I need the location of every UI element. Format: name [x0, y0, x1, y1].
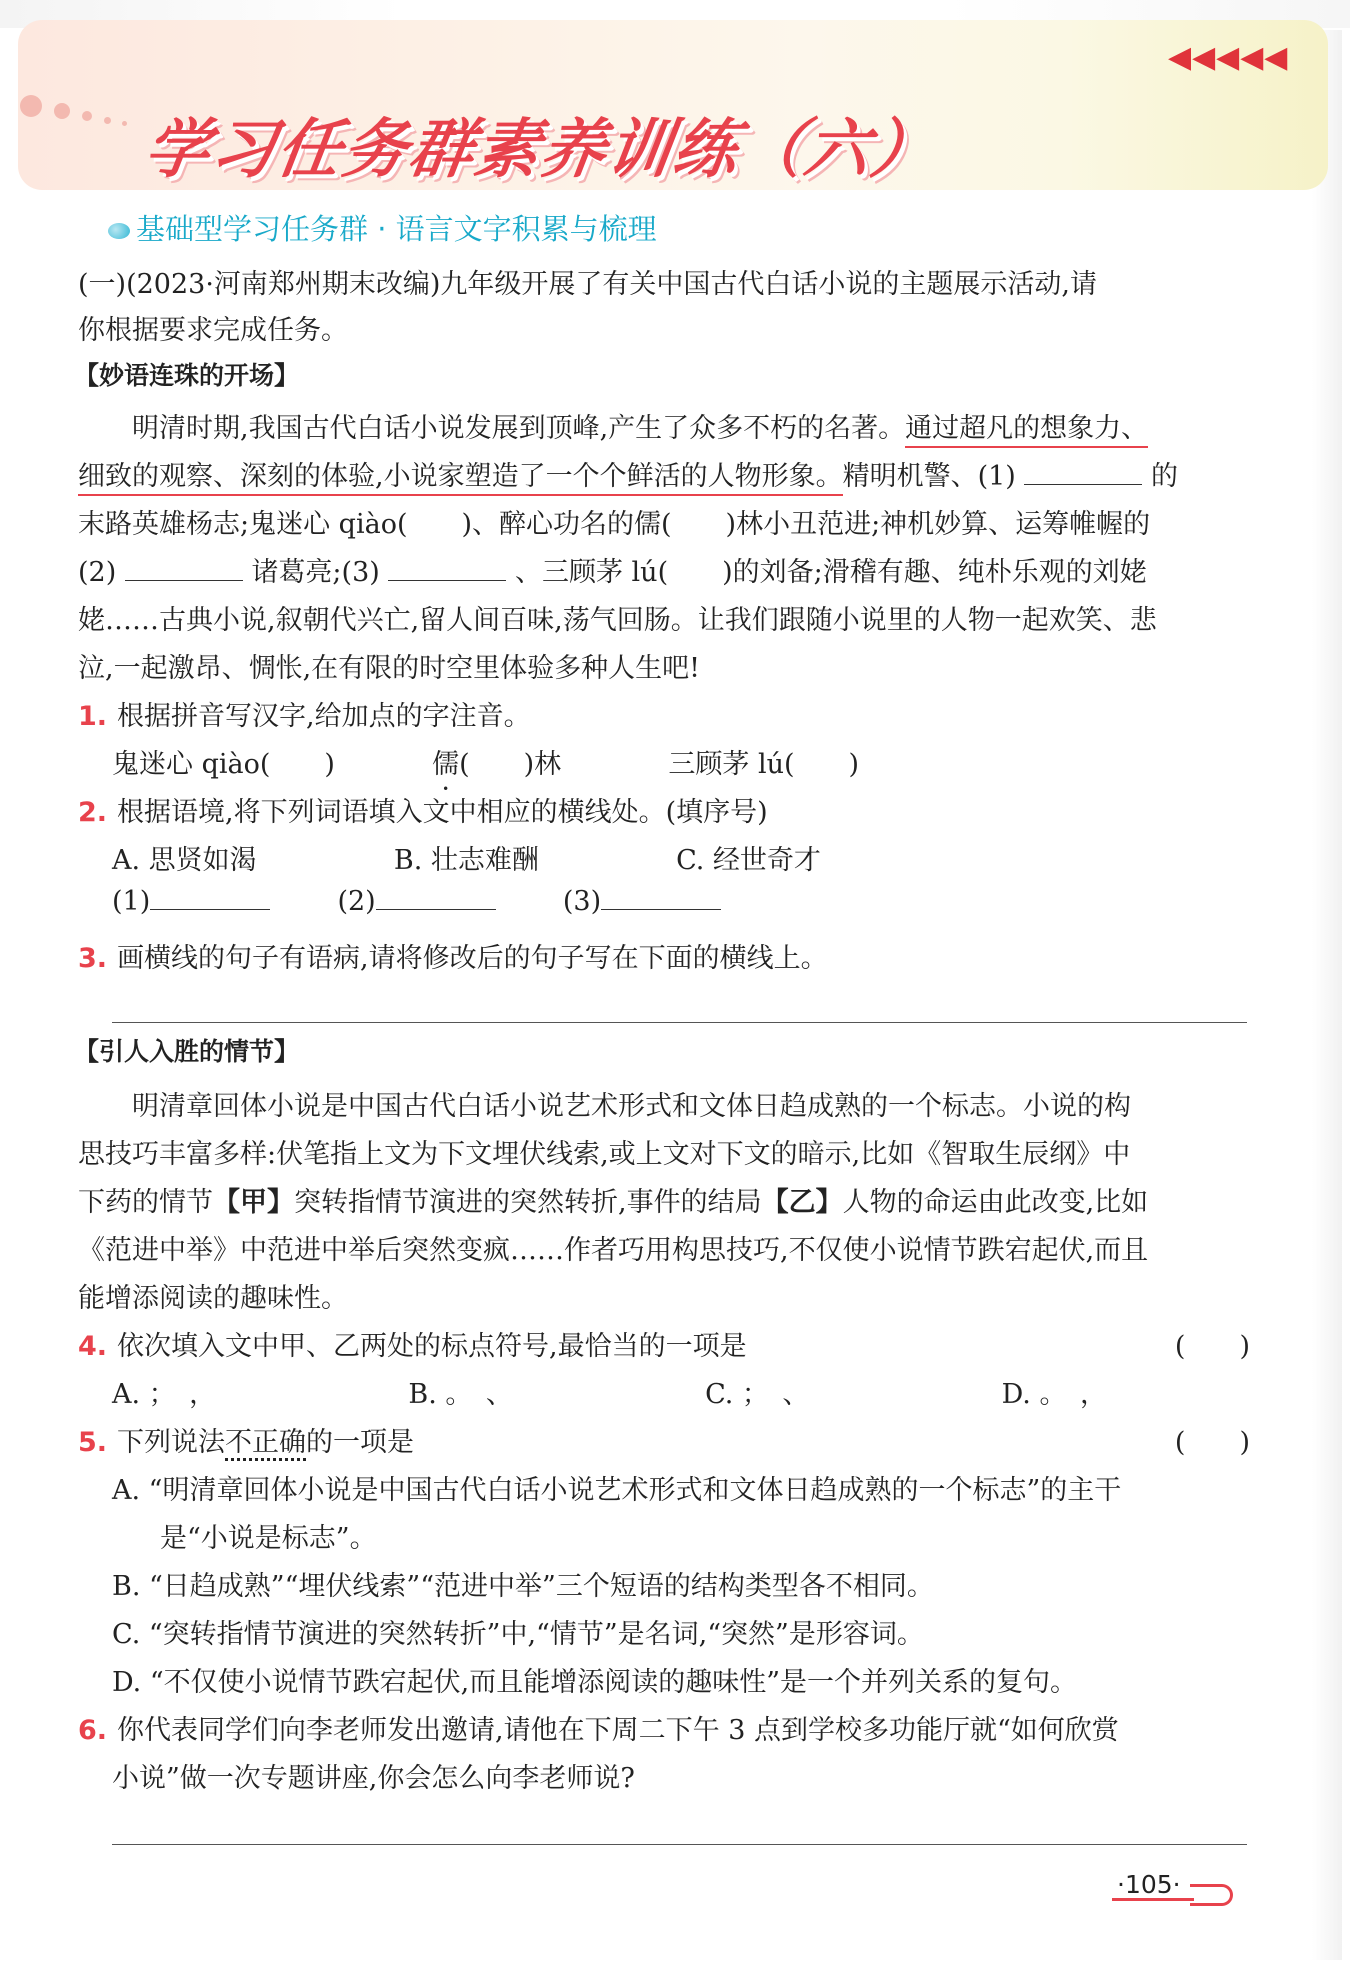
- part2-text: 人物的命运由此改变,比如: [842, 1187, 1149, 1218]
- intro-line-1: (一)(2023·河南郑州期末改编)九年级开展了有关中国古代白话小说的主题展示活动,请: [78, 269, 1098, 300]
- question-3: [78, 936, 828, 975]
- option-d: D. 。 ，: [1001, 1379, 1107, 1410]
- question-2-blanks: [112, 886, 721, 917]
- answer-line[interactable]: [112, 1844, 1247, 1845]
- part1-line-5: 姥……古典小说,叙朝代兴亡,留人间百味,荡气回肠。让我们跟随小说里的人物一起欢笑、悲: [78, 605, 1157, 636]
- question-4-options: [112, 1372, 1107, 1411]
- question-number: 5.: [78, 1427, 108, 1458]
- underlined-sentence: 细致的观察、深刻的体验,小说家塑造了一个个鲜活的人物形象。: [78, 461, 843, 496]
- option-a: A. ； ，: [112, 1379, 217, 1410]
- underlined-sentence: 通过超凡的想象力、: [905, 413, 1148, 448]
- option-c: C. ； 、: [705, 1379, 810, 1410]
- part1-text: 、三顾茅 lú( )的刘备;滑稽有趣、纯朴乐观的刘姥: [514, 557, 1147, 588]
- part1-heading: 【妙语连珠的开场】: [74, 361, 300, 390]
- section-heading: [108, 207, 657, 248]
- question-number: 3.: [78, 943, 108, 974]
- intro-line-2: 你根据要求完成任务。: [78, 315, 348, 346]
- part2-line-3: [78, 1180, 1148, 1219]
- page-number-underline: [1112, 1898, 1194, 1901]
- q5-option-a: A. “明清章回体小说是中国古代白话小说艺术形式和文体日趋成熟的一个标志”的主干: [112, 1475, 1122, 1506]
- part1-line-6: 泣,一起激昂、惆怅,在有限的时空里体验多种人生吧!: [78, 653, 701, 684]
- question-text: 的一项是: [306, 1427, 415, 1458]
- q1-dotted-char: 儒: [432, 749, 460, 780]
- page-edge: [1312, 30, 1342, 1960]
- part2-text: 下药的情节: [78, 1187, 213, 1218]
- part1-line-4: [78, 550, 1147, 589]
- part2-line-2: 思技巧丰富多样:伏笔指上文为下文埋伏线索,或上文对下文的暗示,比如《智取生辰纲》中: [78, 1139, 1131, 1170]
- question-1-items: [112, 742, 859, 781]
- q5-option-c: C. “突转指情节演进的突然转折”中,“情节”是名词,“突然”是形容词。: [112, 1619, 924, 1650]
- question-6-line-2: 小说”做一次专题讲座,你会怎么向李老师说?: [112, 1763, 635, 1794]
- question-number: 2.: [78, 797, 108, 828]
- question-text: 根据语境,将下列词语填入文中相应的横线处。(填序号): [117, 797, 768, 828]
- part1-text: 诸葛亮;(3): [251, 557, 380, 588]
- page-number-curve-icon: [1190, 1884, 1233, 1906]
- question-text: 下列说法: [117, 1427, 226, 1458]
- question-1: [78, 694, 531, 733]
- answer-blank[interactable]: [388, 560, 506, 581]
- section-title: 基础型学习任务群 · 语言文字积累与梳理: [136, 212, 657, 246]
- question-text: 你代表同学们向李老师发出邀请,请他在下周二下午 3 点到学校多功能厅就“如何欣赏: [117, 1715, 1119, 1746]
- part1-text: 精明机警、(1): [842, 461, 1016, 492]
- answer-line[interactable]: [112, 1022, 1247, 1023]
- part1-line-2: [78, 454, 1178, 493]
- part2-line-4: 《范进中举》中范进中举后突然变疯……作者巧用构思技巧,不仅使小说情节跌宕起伏,而且: [78, 1235, 1149, 1266]
- part2-line-5: 能增添阅读的趣味性。: [78, 1283, 348, 1314]
- blank-label: (1): [112, 886, 151, 917]
- page-number: ·105·: [1117, 1870, 1181, 1899]
- part1-line-3: 末路英雄杨志;鬼迷心 qiào( )、醉心功名的儒( )林小丑范进;神机妙算、运筹帷幄的: [78, 509, 1151, 540]
- part2-line-1: 明清章回体小说是中国古代白话小说艺术形式和文体日趋成熟的一个标志。小说的构: [132, 1091, 1131, 1122]
- answer-paren[interactable]: ( ): [1174, 1331, 1250, 1362]
- q1-item: ( )林: [459, 749, 562, 780]
- blank-label: (2): [337, 886, 376, 917]
- answer-blank[interactable]: [601, 889, 721, 910]
- q5-option-d: D. “不仅使小说情节跌宕起伏,而且能增添阅读的趣味性”是一个并列关系的复句。: [112, 1667, 1078, 1698]
- page-title: 学习任务群素养训练（六）: [139, 113, 943, 187]
- part1-text: (2): [78, 557, 117, 588]
- option-a: A. 思贤如渴: [112, 845, 257, 876]
- emphasized-text: 不正确: [225, 1427, 306, 1461]
- answer-blank[interactable]: [150, 889, 270, 910]
- answer-blank[interactable]: [1024, 464, 1142, 485]
- blank-label: (3): [562, 886, 602, 917]
- marker-jia: 【甲】: [213, 1187, 294, 1218]
- part1-text: 的: [1151, 461, 1179, 492]
- part2-heading: 【引人入胜的情节】: [74, 1037, 300, 1066]
- q5-option-a-cont: 是“小说是标志”。: [160, 1523, 377, 1554]
- part1-line-1: [132, 406, 1148, 445]
- question-text: 画横线的句子有语病,请将修改后的句子写在下面的横线上。: [117, 943, 828, 974]
- option-c: C. 经世奇才: [676, 845, 821, 876]
- answer-blank[interactable]: [125, 560, 243, 581]
- bullet-icon: [108, 223, 130, 239]
- question-text: 根据拼音写汉字,给加点的字注音。: [117, 701, 531, 732]
- answer-blank[interactable]: [376, 889, 496, 910]
- part2-text: 突转指情节演进的突然转折,事件的结局: [294, 1187, 762, 1218]
- answer-paren[interactable]: ( ): [1174, 1427, 1250, 1458]
- marker-yi: 【乙】: [761, 1187, 843, 1218]
- question-text: 依次填入文中甲、乙两处的标点符号,最恰当的一项是: [117, 1331, 747, 1362]
- question-6: [78, 1708, 1119, 1747]
- question-number: 6.: [78, 1715, 108, 1746]
- q1-item: 三顾茅 lú( ): [668, 749, 860, 780]
- question-4: [78, 1324, 747, 1363]
- question-5: [78, 1420, 414, 1459]
- q1-item: 鬼迷心 qiào( ): [112, 749, 335, 780]
- question-2: [78, 790, 768, 829]
- option-b: B. 壮志难酬: [393, 845, 539, 876]
- arrow-decoration-icon: ◀◀◀◀◀: [1168, 40, 1289, 75]
- question-number: 1.: [78, 701, 108, 732]
- question-number: 4.: [78, 1331, 108, 1362]
- question-2-options: [112, 838, 821, 877]
- q5-option-b: B. “日趋成熟”“埋伏线索”“范进中举”三个短语的结构类型各不相同。: [112, 1571, 934, 1602]
- part1-text: 明清时期,我国古代白话小说发展到顶峰,产生了众多不朽的名著。: [132, 413, 906, 444]
- option-b: B. 。 、: [408, 1379, 513, 1410]
